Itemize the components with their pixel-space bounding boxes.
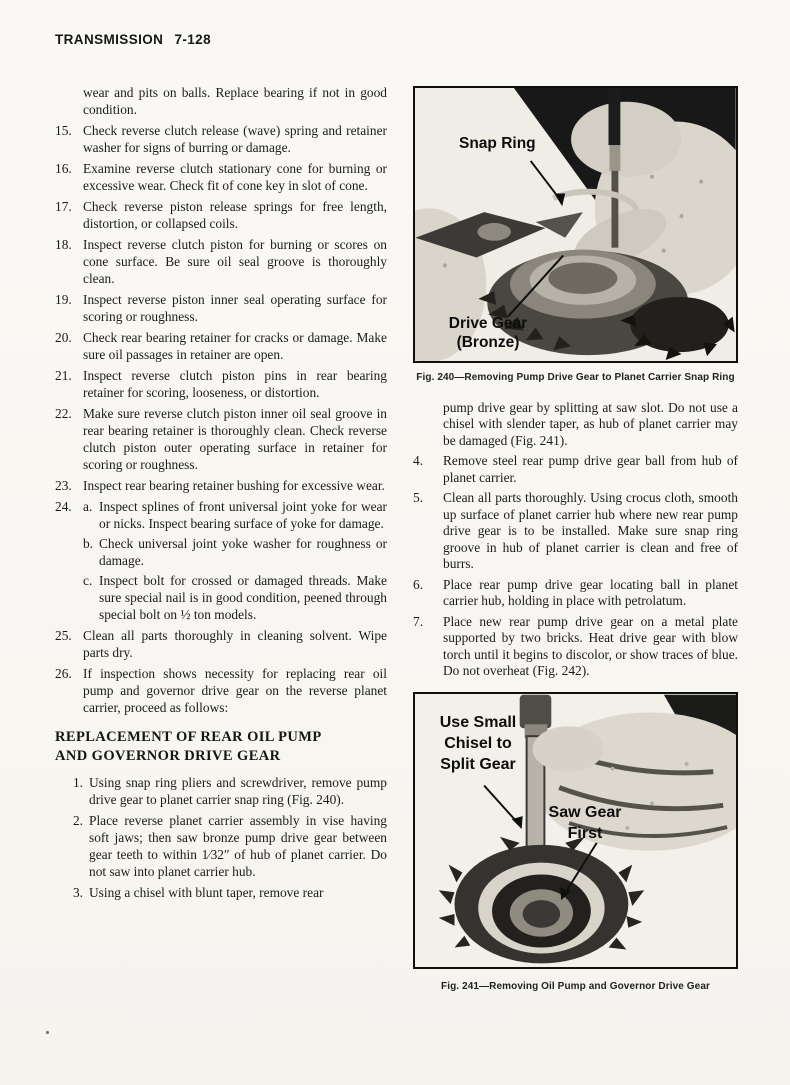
right-column: [413, 86, 738, 995]
step-number: 6.: [413, 576, 424, 592]
list-item-16: [55, 160, 387, 194]
fig241-label-chisel-line2: Chisel to: [444, 734, 512, 752]
step-item-3: [55, 884, 387, 901]
fig241-label-saw-gear-line2: First: [567, 824, 603, 842]
step-text: Remove steel rear pump drive gear ball from hub of planet carrier.: [443, 453, 738, 485]
fig241-label-chisel-line3: Split Gear: [440, 755, 516, 773]
item-number: 26.: [55, 666, 72, 681]
item-text: Check rear bearing retainer for cracks or damage. Make sure oil passages in retainer are open.: [83, 330, 387, 362]
step-text: Place rear pump drive gear locating ball in planet carrier hub, holding in place with petrolatum.: [443, 576, 738, 608]
screwdriver-handle: [609, 88, 621, 145]
subitem-label: c.: [83, 573, 93, 588]
left-column: [55, 84, 387, 905]
step-text: Place reverse planet carrier assembly in vise having soft jaws; then saw bronze pump drive gear between gear teeth to within 1⁄32″ of hub of planet carrier. Do not saw into planet carrier hub.: [89, 813, 387, 879]
section-heading-line2: AND GOVERNOR DRIVE GEAR: [55, 748, 281, 764]
step-number: 1.: [72, 775, 83, 790]
item-text: Inspect rear bearing retainer bushing for excessive wear.: [83, 478, 385, 493]
paragraph-continuation: pump drive gear by splitting at saw slot. Do not use a chisel with slender taper, as hub of planet carrier may be damaged (Fig. 241).: [443, 399, 738, 448]
subitem-b: [83, 535, 387, 569]
subitem-label: b.: [83, 536, 94, 551]
subitem-label: a.: [83, 499, 93, 514]
figure-241: [413, 692, 738, 969]
screwdriver-ferrule: [610, 145, 621, 171]
item-text: Inspect reverse clutch piston pins in rear bearing retainer for scoring, looseness, or distortion.: [83, 368, 387, 400]
subitem-text: Check universal joint yoke washer for roughness or damage.: [99, 536, 387, 568]
fig240-label-drive-gear: [429, 314, 547, 352]
item-text: If inspection shows necessity for replacing rear oil pump and governor drive gear on the reverse planet carrier, proceed as follows:: [83, 666, 387, 715]
thumb: [533, 726, 604, 771]
list-item-19: [55, 291, 387, 325]
upper-glove: [571, 102, 681, 177]
item-number: 16.: [55, 161, 72, 176]
item-number: 24.: [55, 499, 72, 514]
list-item-17: [55, 198, 387, 232]
list-item-22: [55, 405, 387, 473]
right-column-text: [413, 400, 738, 680]
figure-241-wrapper: [413, 692, 738, 996]
fig241-label-chisel-line1: Use Small: [439, 713, 517, 731]
item-number: 15.: [55, 123, 72, 138]
figure-240: [413, 86, 738, 363]
section-heading-line1: REPLACEMENT OF REAR OIL PUMP: [55, 729, 322, 745]
item-text: Check reverse piston release springs for free length, distortion, or collapsed coils.: [83, 199, 387, 231]
step-item-5: [413, 490, 738, 573]
item-text: Examine reverse clutch stationary cone for burning or excessive wear. Check fit of cone key in slot of cone.: [83, 161, 387, 193]
paragraph-continuation: wear and pits on balls. Replace bearing if not in good condition.: [83, 85, 387, 117]
subitem-a: [83, 498, 387, 532]
fig241-caption: Fig. 241—Removing Oil Pump and Governor Drive Gear: [441, 980, 710, 992]
step-item-2: [55, 812, 387, 880]
item-text: Inspect reverse piston inner seal operating surface for scoring or roughness.: [83, 292, 387, 324]
item-text: Check reverse clutch release (wave) spring and retainer washer for signs of burring or damage.: [83, 123, 387, 155]
item-text: Clean all parts thoroughly in cleaning solvent. Wipe parts dry.: [83, 628, 387, 660]
fig241-label-saw-gear: [533, 802, 637, 844]
item-number: 22.: [55, 406, 72, 421]
item-number: 21.: [55, 368, 72, 383]
item-subitems: [83, 498, 387, 623]
list-item-21: [55, 367, 387, 401]
item-number: 19.: [55, 292, 72, 307]
step-number: 2.: [72, 813, 83, 828]
step-number: 4.: [413, 453, 424, 468]
step-number: 3.: [72, 885, 83, 900]
item-number: 23.: [55, 478, 72, 493]
step-number: 7.: [413, 613, 424, 629]
fig240-label-drive-gear-line2: (Bronze): [456, 334, 520, 351]
screwdriver-shaft: [611, 171, 618, 248]
step-text: Using snap ring pliers and screwdriver, remove pump drive gear to planet carrier snap ring (Fig. 240).: [89, 775, 387, 807]
step-number: 5.: [413, 490, 424, 505]
step-text: Clean all parts thoroughly. Using crocus cloth, smooth up surface of planet carrier hub where new rear pump drive gear is to be installed. Make sure snap ring groove in hub of planet carrier is clean and free of burrs.: [443, 490, 738, 571]
item-number: 18.: [55, 237, 72, 252]
page-header: TRANSMISSION 7-128: [55, 32, 211, 47]
fig241-label-chisel: [423, 712, 533, 775]
subitem-text: Inspect splines of front universal joint yoke for wear or nicks. Inspect bearing surface of yoke for damage.: [99, 499, 387, 531]
list-item-20: [55, 329, 387, 363]
item-text: Inspect reverse clutch piston for burning or scores on cone surface. Be sure oil seal groove is thoroughly clean.: [83, 237, 387, 286]
scan-artifact-dot: [46, 1031, 49, 1034]
step-item-6: [413, 577, 738, 610]
item-text: Make sure reverse clutch piston inner oil seal groove in rear bearing retainer is thoroughly clean. Check reverse clutch piston outer operating surface in retainer for scoring or roughness.: [83, 406, 387, 472]
fig240-caption: Fig. 240—Removing Pump Drive Gear to Planet Carrier Snap Ring: [416, 372, 735, 383]
step-item-1: [55, 774, 387, 808]
list-item-15: [55, 122, 387, 156]
list-item-25: [55, 627, 387, 661]
list-item-23: [55, 477, 387, 494]
step-text: Using a chisel with blunt taper, remove rear: [89, 885, 324, 900]
subitem-text: Inspect bolt for crossed or damaged threads. Make sure special nail is in good condition, peened through special bolt on ½ ton models.: [99, 573, 387, 622]
step-item-4: [413, 453, 738, 486]
fig240-label-snap-ring: Snap Ring: [459, 135, 536, 152]
subitem-c: [83, 572, 387, 623]
list-item-26: [55, 665, 387, 716]
section-heading: [55, 728, 387, 766]
item-number: 20.: [55, 330, 72, 345]
item-number: 25.: [55, 628, 72, 643]
item-number: 17.: [55, 199, 72, 214]
list-item-18: [55, 236, 387, 287]
fig241-label-saw-gear-line1: Saw Gear: [548, 803, 622, 821]
fig240-label-drive-gear-line1: Drive Gear: [448, 315, 528, 332]
list-item-24: [55, 498, 387, 623]
step-item-7: [413, 614, 738, 680]
step-text: Place new rear pump drive gear on a metal plate supported by two bricks. Heat drive gear with blow torch until it begins to discolor, or show traces of blue. Do not overheat (Fig. 242).: [443, 613, 738, 678]
